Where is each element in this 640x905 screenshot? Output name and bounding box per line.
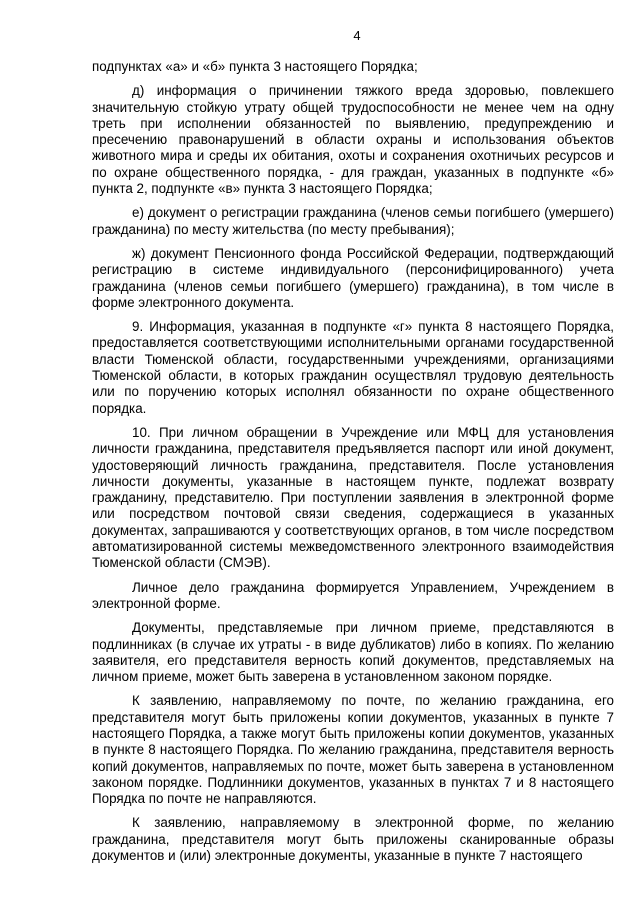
- paragraph-personal-file: Личное дело гражданина формируется Управлением, Учреждением в электронной форме.: [92, 579, 614, 611]
- paragraph-continuation: подпунктах «а» и «б» пункта 3 настоящего Порядка;: [92, 59, 418, 74]
- page-number: 4: [353, 28, 361, 43]
- paragraph-item-zh: ж) документ Пенсионного фонда Российской Федерации, подтверждающий регистрацию в системе индивидуального (персонифицированного) учета гражданина (членов семьи погибшего (умершего) гражданина), в том числе в форме электронного документа.: [92, 245, 614, 310]
- paragraph-item-e: е) документ о регистрации гражданина (членов семьи погибшего (умершего) гражданина) по месту жительства (по месту пребывания);: [92, 205, 614, 237]
- paragraph-by-mail: К заявлению, направляемому по почте, по желанию гражданина, его представителя могут быть приложены копии документов, указанных в пункте 7 настоящего Порядка, а также могут быть приложены копии документов, указанных в пункте 8 настоящего Порядка. По желанию гражданина, представителя верность копий документов, направляемых по почте, может быть заверена в установленном законом порядке. Подлинники документов, указанных в пунктах 7 и 8 настоящего Порядка по почте не направляются.: [92, 693, 614, 807]
- paragraph-item-d: д) информация о причинении тяжкого вреда здоровью, повлекшего значительную стойкую утрату общей трудоспособности не менее чем на одну треть при исполнении обязанностей по выявлению, предупреждению и пресечению правонарушений в области охраны и использования объектов животного мира и среды их обитания, охоты и сохранения охотничьих ресурсов и по охране общественного порядка, - для граждан, указанных в подпункте «б» пункта 2, подпункте «в» пункта 3 настоящего Порядка;: [92, 83, 614, 197]
- document-page: [92, 28, 614, 872]
- paragraph-point-10: 10. При личном обращении в Учреждение или МФЦ для установления личности гражданина, представителя предъявляется паспорт или иной документ, удостоверяющий личность гражданина, представителя. После установления личности документы, указанные в настоящем пункте, подлежат возврату гражданину, представителю. При поступлении заявления в электронной форме или посредством почтовой связи сведения, содержащиеся в указанных документах, запрашиваются у соответствующих органов, в том числе посредством автоматизированной системы межведомственного электронного взаимодействия Тюменской области (СМЭВ).: [92, 424, 614, 571]
- paragraph-electronic-form: К заявлению, направляемому в электронной форме, по желанию гражданина, представителя могут быть приложены сканированные образы документов и (или) электронные документы, указанные в пункте 7 настоящего: [92, 815, 614, 864]
- paragraph-point-9: 9. Информация, указанная в подпункте «г» пункта 8 настоящего Порядка, предоставляется соответствующими исполнительными органами государственной власти Тюменской области, государственными учреждениями, организациями Тюменской области, в которых гражданин осуществлял трудовую деятельность или по поручению которых исполнял обязанности по охране общественного порядка.: [92, 319, 614, 416]
- paragraph-documents-personal: Документы, представляемые при личном приеме, представляются в подлинниках (в случае их утраты - в виде дубликатов) либо в копиях. По желанию заявителя, его представителя верность копий документов, представляемых на личном приеме, может быть заверена в установленном законом порядке.: [92, 620, 614, 685]
